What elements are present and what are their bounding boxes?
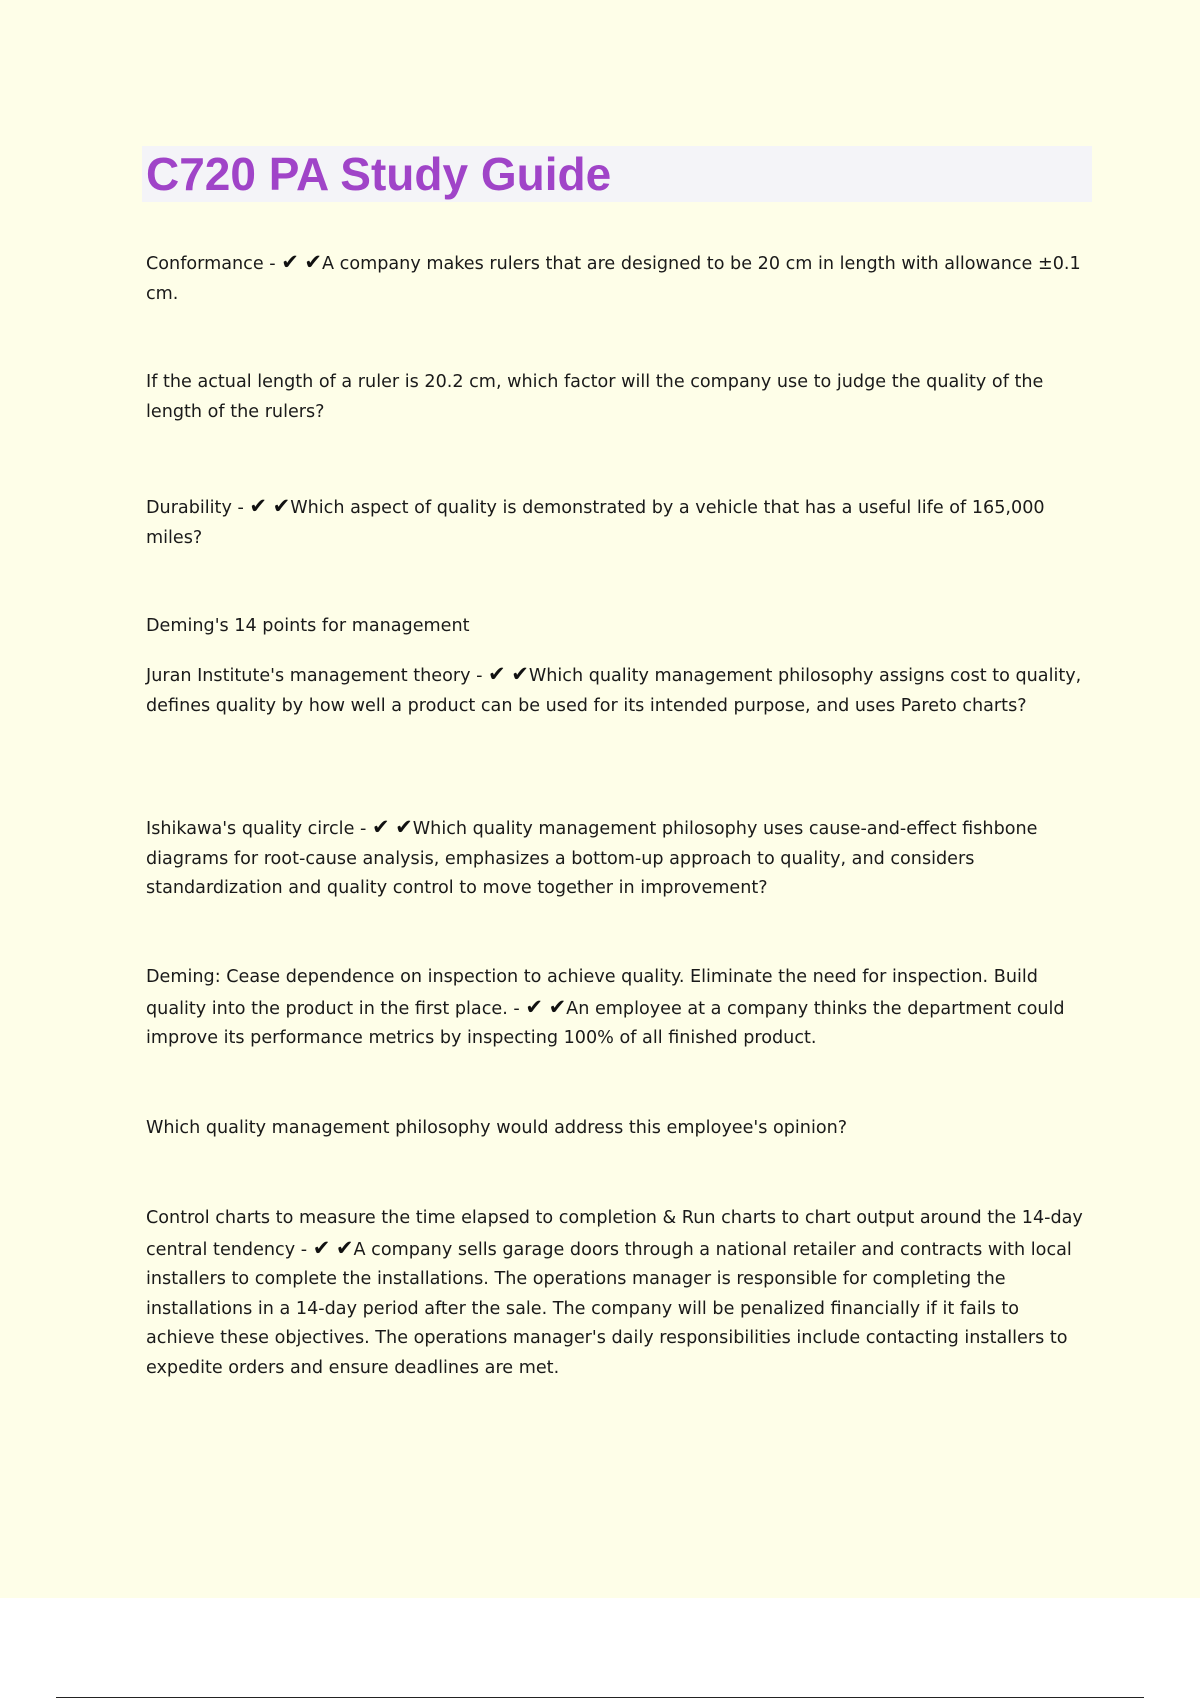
entry-question: Which quality management philosophy assigns cost to quality, defines quality by how well a product can be used for its intended purpose, and uses Pareto charts?	[146, 666, 1082, 716]
entry-deming-inspection	[146, 963, 1086, 1054]
entry-question: A company makes rulers that are designed to be 20 cm in length with allowance ±0.1 cm.	[146, 254, 1081, 304]
check-icon: ✔	[488, 662, 506, 686]
check-icon: ✔	[548, 994, 567, 1019]
entry-term: Conformance	[146, 254, 264, 274]
entry-control-charts	[146, 1204, 1086, 1383]
entry-question: Which quality management philosophy uses cause-and-effect fishbone diagrams for root-cause analysis, emphasizes a bottom-up approach to quality, and considers standardization and quality control to move together in improvement?	[146, 819, 1038, 898]
entry-term: Ishikawa's quality circle	[146, 819, 355, 839]
entry-deming-14-points: Deming's 14 points for management	[146, 616, 470, 636]
entry-employee-opinion: Which quality management philosophy would address this employee's opinion?	[146, 1118, 848, 1138]
check-icon: ✔	[304, 250, 323, 274]
separator: -	[360, 819, 367, 839]
check-icon: ✔	[281, 250, 299, 274]
check-icon: ✔	[525, 994, 543, 1019]
footer-rule	[56, 1697, 1144, 1698]
separator: -	[237, 498, 244, 518]
separator: -	[269, 254, 276, 274]
check-icon: ✔	[312, 1235, 331, 1260]
entry-ishikawa	[146, 813, 1086, 904]
page-title: C720 PA Study Guide	[146, 148, 612, 200]
separator: -	[300, 1239, 308, 1260]
entry-term: Deming: Cease dependence on inspection to achieve quality. Eliminate the need for inspection. Build quality into the product in the first place.	[146, 967, 1038, 1019]
entry-term: Juran Institute's management theory	[146, 666, 471, 686]
entry-question: An employee at a company thinks the department could improve its performance metrics by inspecting 100% of all finished product.	[146, 998, 1065, 1048]
entry-question: A company sells garage doors through a national retailer and contracts with local installers to complete the installations. The operations manager is responsible for completing the installations in a 14-day period after the sale. The company will be penalized financially if it fails to achieve these objectives. The operations manager's daily responsibilities include contacting installers to expedite orders and ensure deadlines are met.	[146, 1239, 1072, 1378]
check-icon: ✔	[395, 815, 413, 839]
check-icon: ✔	[511, 662, 529, 686]
entry-conformance	[146, 248, 1086, 309]
check-icon: ✔	[249, 494, 268, 518]
entry-term: Control charts to measure the time elapsed to completion & Run charts to chart output around the 14-day central tendency	[146, 1208, 1083, 1260]
separator: -	[513, 998, 520, 1019]
entry-durability	[146, 492, 1086, 553]
check-icon: ✔	[272, 494, 291, 518]
separator: -	[476, 666, 483, 686]
entry-juran	[146, 660, 1086, 721]
entry-ruler-question: If the actual length of a ruler is 20.2 cm, which factor will the company use to judge the quality of the length of the rulers?	[146, 372, 1044, 422]
entry-question: Which aspect of quality is demonstrated by a vehicle that has a useful life of 165,000 miles?	[146, 498, 1045, 548]
check-icon: ✔	[371, 815, 390, 839]
entry-term: Durability	[146, 498, 232, 518]
check-icon: ✔	[335, 1235, 354, 1260]
